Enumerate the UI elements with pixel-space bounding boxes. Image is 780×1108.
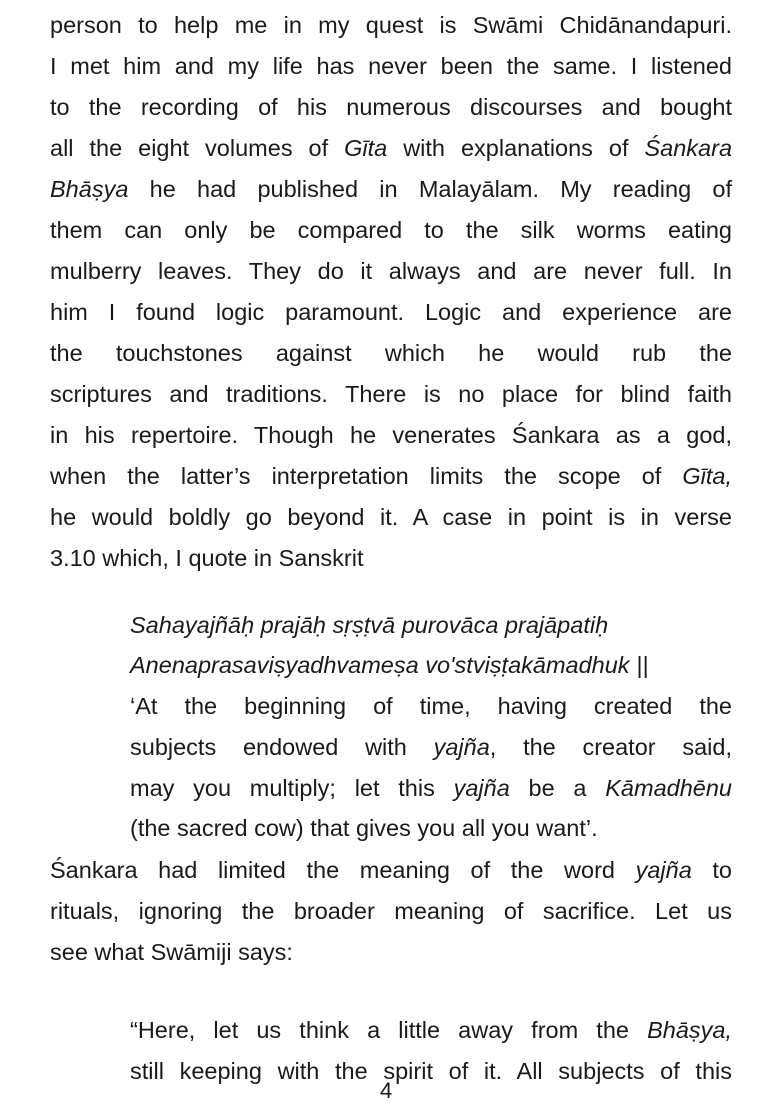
page-number: 4 [380,1078,393,1103]
text-run: he had published in Malayālam. My reading of [128,176,732,202]
body-text-line [50,10,732,40]
italic-term: Gīta [344,135,388,161]
text-run: in his repertoire. Though he venerates Śankara as a god, [50,422,732,448]
text-run: to the recording of his numerous discourses and bought [50,94,732,120]
italic-term: Gīta, [682,463,732,489]
text-run: to [691,857,732,883]
body-text-line [50,338,732,368]
italic-term: Śankara [644,135,733,161]
text-run: , the creator said, [489,734,732,760]
italic-term: Sahayajñāḥ prajāḥ sṛṣṭvā purovāca prajāpatiḥ [130,612,609,638]
quoted-text-line [130,813,732,843]
quoted-text-line [130,1015,732,1045]
text-run: he would boldly go beyond it. A case in point is in verse [50,504,732,530]
body-text-line [50,543,732,573]
text-run: when the latter’s interpretation limits the scope of [50,463,683,489]
italic-term: Bhāṣya, [647,1017,732,1043]
text-run: I met him and my life has never been the same. I listened [50,53,732,79]
text-run: may you multiply; let this [130,775,454,801]
italic-term: yajña [453,775,510,801]
body-text-line [50,174,732,204]
body-text-line [50,937,732,967]
body-text-line [50,379,732,409]
italic-term: yajña [635,857,692,883]
text-run: Śankara had limited the meaning of the word [50,857,636,883]
text-run: (the sacred cow) that gives you all you want’. [130,815,598,841]
italic-term: Bhāṣya [50,176,129,202]
body-text-line [50,855,732,885]
body-text-line [50,133,732,163]
body-text-line [50,51,732,81]
body-text-line [50,92,732,122]
text-run: him I found logic paramount. Logic and experience are [50,299,732,325]
quoted-text-line [130,1056,732,1086]
quoted-text-line [130,610,732,640]
text-run: still keeping with the spirit of it. All subjects of this [130,1058,732,1084]
text-run: “Here, let us think a little away from the [130,1017,648,1043]
text-run: be a [509,775,606,801]
quoted-text-line [130,732,732,762]
text-run: scriptures and traditions. There is no place for blind faith [50,381,732,407]
body-text-line [50,461,732,491]
text-run: person to help me in my quest is Swāmi Chidānandapuri. [50,12,732,38]
italic-term: Anenaprasaviṣyadhvameṣa vo'stviṣṭakāmadhuk || [130,652,649,678]
body-text-line [50,896,732,926]
text-run: see what Swāmiji says: [50,939,293,965]
text-run: subjects endowed with [130,734,434,760]
text-run: all the eight volumes of [50,135,345,161]
text-run: with explanations of [387,135,645,161]
body-text-line [50,256,732,286]
body-text-line [50,215,732,245]
quoted-text-line [130,691,732,721]
italic-term: Kāmadhēnu [605,775,732,801]
text-run: the touchstones against which he would rub the [50,340,732,366]
text-run: 3.10 which, I quote in Sanskrit [50,545,364,571]
quoted-text-line [130,650,732,680]
text-run: rituals, ignoring the broader meaning of sacrifice. Let us [50,898,732,924]
text-run: them can only be compared to the silk worms eating [50,217,732,243]
italic-term: yajña [433,734,490,760]
body-text-line [50,502,732,532]
text-run: ‘At the beginning of time, having created the [130,693,732,719]
quoted-text-line [130,773,732,803]
body-text-line [50,297,732,327]
body-text-line [50,420,732,450]
text-run: mulberry leaves. They do it always and are never full. In [50,258,732,284]
